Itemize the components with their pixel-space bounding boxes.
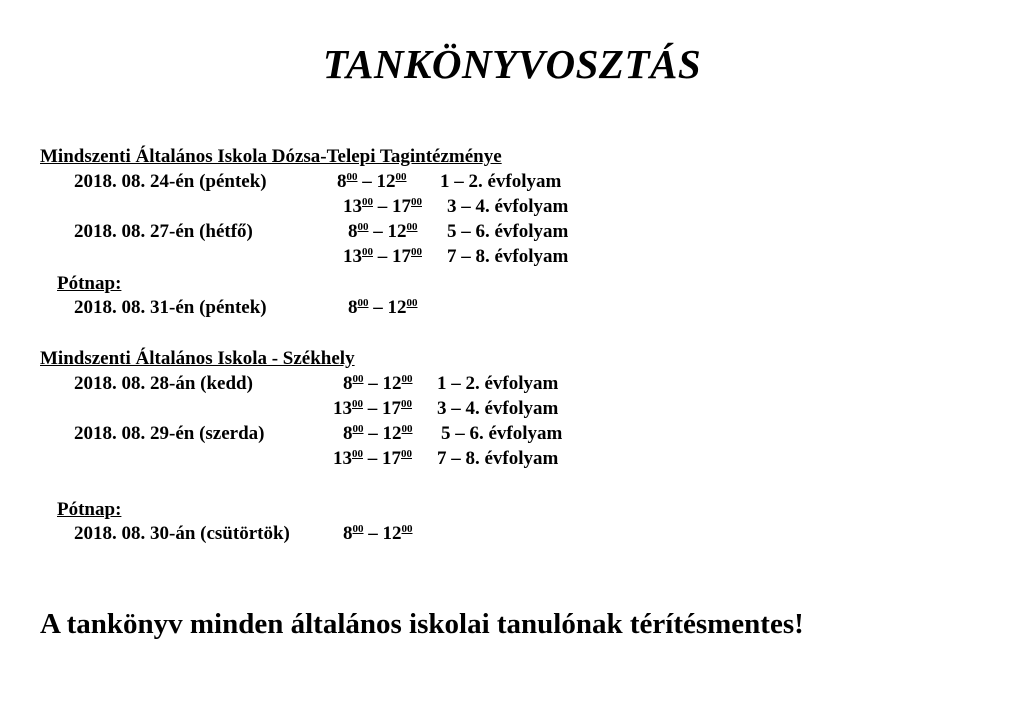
schedule-grade: 3 – 4. évfolyam: [437, 398, 559, 419]
schedule-time: $8^{00} - 12^{00}$: [343, 423, 413, 444]
makeup-day-label: Pótnap:: [57, 273, 122, 294]
section-heading-szekhely: Mindszenti Általános Iskola - Székhely: [40, 348, 355, 369]
makeup-day-label: Pótnap:: [57, 499, 122, 520]
schedule-date: 2018. 08. 24-én (péntek): [74, 171, 267, 192]
free-textbook-notice: A tankönyv minden általános iskolai tanulónak térítésmentes!: [40, 608, 804, 640]
section-heading-dozsa: Mindszenti Általános Iskola Dózsa-Telepi Tagintézménye: [40, 146, 502, 167]
schedule-grade: 1 – 2. évfolyam: [440, 171, 562, 192]
schedule-grade: 3 – 4. évfolyam: [447, 196, 569, 217]
makeup-date: 2018. 08. 31-én (péntek): [74, 297, 267, 318]
schedule-time: $13^{00} - 17^{00}$: [343, 196, 422, 217]
schedule-time: $13^{00} - 17^{00}$: [343, 246, 422, 267]
page-title: TANKÖNYVOSZTÁS: [322, 41, 702, 87]
schedule-date: 2018. 08. 28-án (kedd): [74, 373, 253, 394]
makeup-time: $8^{00} - 12^{00}$: [343, 523, 413, 544]
schedule-grade: 1 – 2. évfolyam: [437, 373, 559, 394]
schedule-grade: 5 – 6. évfolyam: [441, 423, 563, 444]
schedule-time: $13^{00} - 17^{00}$: [333, 398, 412, 419]
schedule-date: 2018. 08. 27-én (hétfő): [74, 221, 253, 242]
schedule-time: $8^{00} - 12^{00}$: [348, 221, 418, 242]
schedule-grade: 7 – 8. évfolyam: [437, 448, 559, 469]
schedule-grade: 5 – 6. évfolyam: [447, 221, 569, 242]
schedule-date: 2018. 08. 29-én (szerda): [74, 423, 265, 444]
makeup-time: $8^{00} - 12^{00}$: [348, 297, 418, 318]
schedule-time: $13^{00} - 17^{00}$: [333, 448, 412, 469]
schedule-grade: 7 – 8. évfolyam: [447, 246, 569, 267]
schedule-time: $8^{00} - 12^{00}$: [343, 373, 413, 394]
makeup-date: 2018. 08. 30-án (csütörtök): [74, 523, 290, 544]
schedule-time: $8^{00} - 12^{00}$: [337, 171, 407, 192]
